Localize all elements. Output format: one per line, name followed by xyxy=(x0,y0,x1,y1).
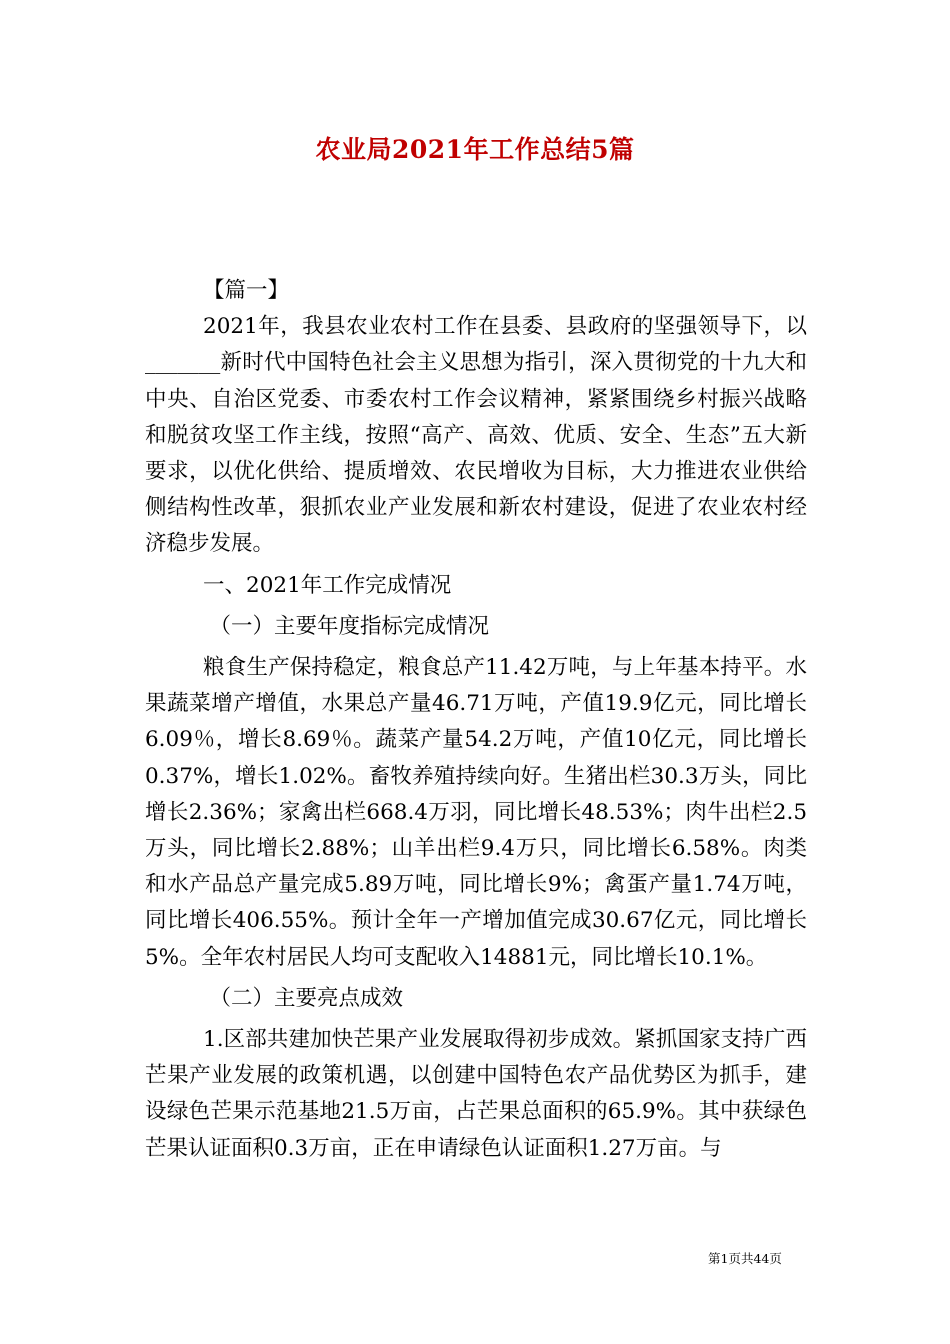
page-number: 第1页共44页 xyxy=(708,1251,782,1266)
subheading-highlights: （二）主要亮点成效 xyxy=(209,985,404,1011)
heading-work-completion: 一、2021年工作完成情况 xyxy=(203,572,452,598)
mango-paragraph: 1.区部共建加快芒果产业发展取得初步成效。紧抓国家支持广西芒果产业发展的政策机遇，以创建中国特色农产品优势区为抓手，建设绿色芒果示范基地21.5万亩，占芒果总面积的65.9%。其中获绿色芒果认证面积0.3万亩，正在申请绿色认证面积1.27万亩。与 xyxy=(145,1027,807,1161)
indicators-paragraph: 粮食生产保持稳定，粮食总产11.42万吨，与上年基本持平。水果蔬菜增产增值，水果总产量46.71万吨，产值19.9亿元，同比增长6.09％，增长8.69％。蔬菜产量54.2万吨，产值10亿元，同比增长0.37%，增长1.02%。畜牧养殖持续向好。生猪出栏30.3万头，同比增长2.36%；家禽出栏668.4万羽，同比增长48.53%；肉牛出栏2.5万头，同比增长2.88%；山羊出栏9.4万只，同比增长6.58%。肉类和水产品总产量完成5.89万吨，同比增长9%；禽蛋产量1.74万吨，同比增长406.55%。预计全年一产增加值完成30.67亿元，同比增长5%。全年农村居民人均可支配收入14881元，同比增长10.1%。 xyxy=(145,655,807,970)
document-body xyxy=(145,273,807,1167)
intro-paragraph: 2021年，我县农业农村工作在县委、县政府的坚强领导下，以_______新时代中国特色社会主义思想为指引，深入贯彻党的十九大和中央、自治区党委、市委农村工作会议精神，紧紧围绕乡村振兴战略和脱贫攻坚工作主线，按照“高产、高效、优质、安全、生态”五大新要求，以优化供给、提质增效、农民增收为目标，大力推进农业供给侧结构性改革，狠抓农业产业发展和新农村建设，促进了农业农村经济稳步发展。 xyxy=(145,314,807,557)
document-title: 农业局2021年工作总结5篇 xyxy=(315,135,635,164)
section-heading-part-one: 【篇一】 xyxy=(203,278,290,303)
subheading-annual-indicators: （一）主要年度指标完成情况 xyxy=(209,613,490,639)
